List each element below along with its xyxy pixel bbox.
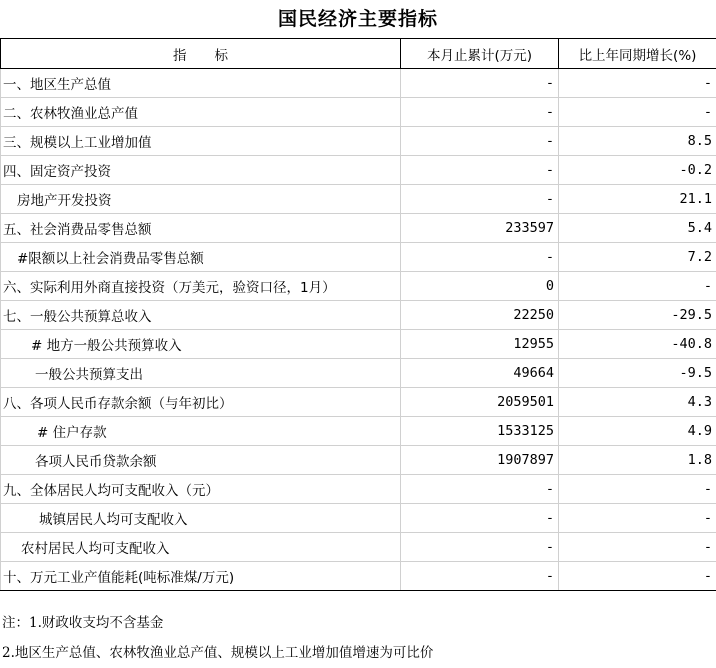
indicators-table [0, 38, 716, 591]
row-value: - [401, 504, 559, 533]
header-indicator: 指标 [1, 39, 401, 69]
row-growth: -0.2 [559, 156, 716, 185]
row-growth: -40.8 [559, 330, 716, 359]
row-growth: 21.1 [559, 185, 716, 214]
row-growth: 4.3 [559, 388, 716, 417]
row-name: 城镇居民人均可支配收入 [1, 504, 401, 533]
table-row [1, 301, 716, 330]
row-value: 233597 [401, 214, 559, 243]
row-value: 12955 [401, 330, 559, 359]
row-name: 二、农林牧渔业总产值 [1, 98, 401, 127]
row-growth: 5.4 [559, 214, 716, 243]
row-growth: - [559, 272, 716, 301]
row-name: 一般公共预算支出 [1, 359, 401, 388]
row-value: 1533125 [401, 417, 559, 446]
table-row [1, 388, 716, 417]
row-value: - [401, 475, 559, 504]
footnote-2: 2.地区生产总值、农林牧渔业总产值、规模以上工业增加值增速为可比价 [2, 645, 434, 661]
row-growth: - [559, 98, 716, 127]
row-growth: - [559, 69, 716, 98]
table-row [1, 214, 716, 243]
table-row [1, 69, 716, 98]
table-row [1, 330, 716, 359]
footnotes [0, 608, 716, 668]
row-value: 2059501 [401, 388, 559, 417]
header-growth: 比上年同期增长(%) [559, 39, 716, 69]
table-row [1, 417, 716, 446]
table-row [1, 156, 716, 185]
row-value: - [401, 69, 559, 98]
row-name: 八、各项人民币存款余额（与年初比） [1, 388, 401, 417]
row-name: 房地产开发投资 [1, 185, 401, 214]
row-growth: - [559, 475, 716, 504]
row-value: 0 [401, 272, 559, 301]
footnote-1: 注：1.财政收支均不含基金 [2, 615, 164, 631]
row-name: # 地方一般公共预算收入 [1, 330, 401, 359]
table-row [1, 127, 716, 156]
row-value: - [401, 98, 559, 127]
row-value: - [401, 562, 559, 591]
row-growth: -9.5 [559, 359, 716, 388]
row-name: 四、固定资产投资 [1, 156, 401, 185]
row-name: 六、实际利用外商直接投资（万美元，验资口径，1月） [1, 272, 401, 301]
table-row [1, 185, 716, 214]
row-name: 一、地区生产总值 [1, 69, 401, 98]
table-row [1, 562, 716, 591]
table-row [1, 243, 716, 272]
row-value: 22250 [401, 301, 559, 330]
row-name: 农村居民人均可支配收入 [1, 533, 401, 562]
row-value: 1907897 [401, 446, 559, 475]
row-value: - [401, 127, 559, 156]
header-cumulative: 本月止累计(万元) [401, 39, 559, 69]
row-value: - [401, 533, 559, 562]
row-growth: - [559, 562, 716, 591]
row-growth: 7.2 [559, 243, 716, 272]
row-value: - [401, 243, 559, 272]
table-header-row [1, 39, 716, 69]
table-row [1, 98, 716, 127]
row-value: - [401, 185, 559, 214]
table-row [1, 533, 716, 562]
table-row [1, 504, 716, 533]
row-growth: 8.5 [559, 127, 716, 156]
row-name: 三、规模以上工业增加值 [1, 127, 401, 156]
table-row [1, 446, 716, 475]
row-name: 七、一般公共预算总收入 [1, 301, 401, 330]
row-name: 九、全体居民人均可支配收入（元） [1, 475, 401, 504]
row-growth: -29.5 [559, 301, 716, 330]
row-name: 各项人民币贷款余额 [1, 446, 401, 475]
table-row [1, 272, 716, 301]
page-title: 国民经济主要指标 [277, 8, 438, 30]
table-row [1, 475, 716, 504]
row-value: - [401, 156, 559, 185]
row-growth: 1.8 [559, 446, 716, 475]
row-growth: - [559, 533, 716, 562]
row-name: 十、万元工业产值能耗(吨标准煤/万元) [1, 562, 401, 591]
table-row [1, 359, 716, 388]
row-name: #限额以上社会消费品零售总额 [1, 243, 401, 272]
row-name: # 住户存款 [1, 417, 401, 446]
row-growth: 4.9 [559, 417, 716, 446]
row-value: 49664 [401, 359, 559, 388]
row-name: 五、社会消费品零售总额 [1, 214, 401, 243]
row-growth: - [559, 504, 716, 533]
